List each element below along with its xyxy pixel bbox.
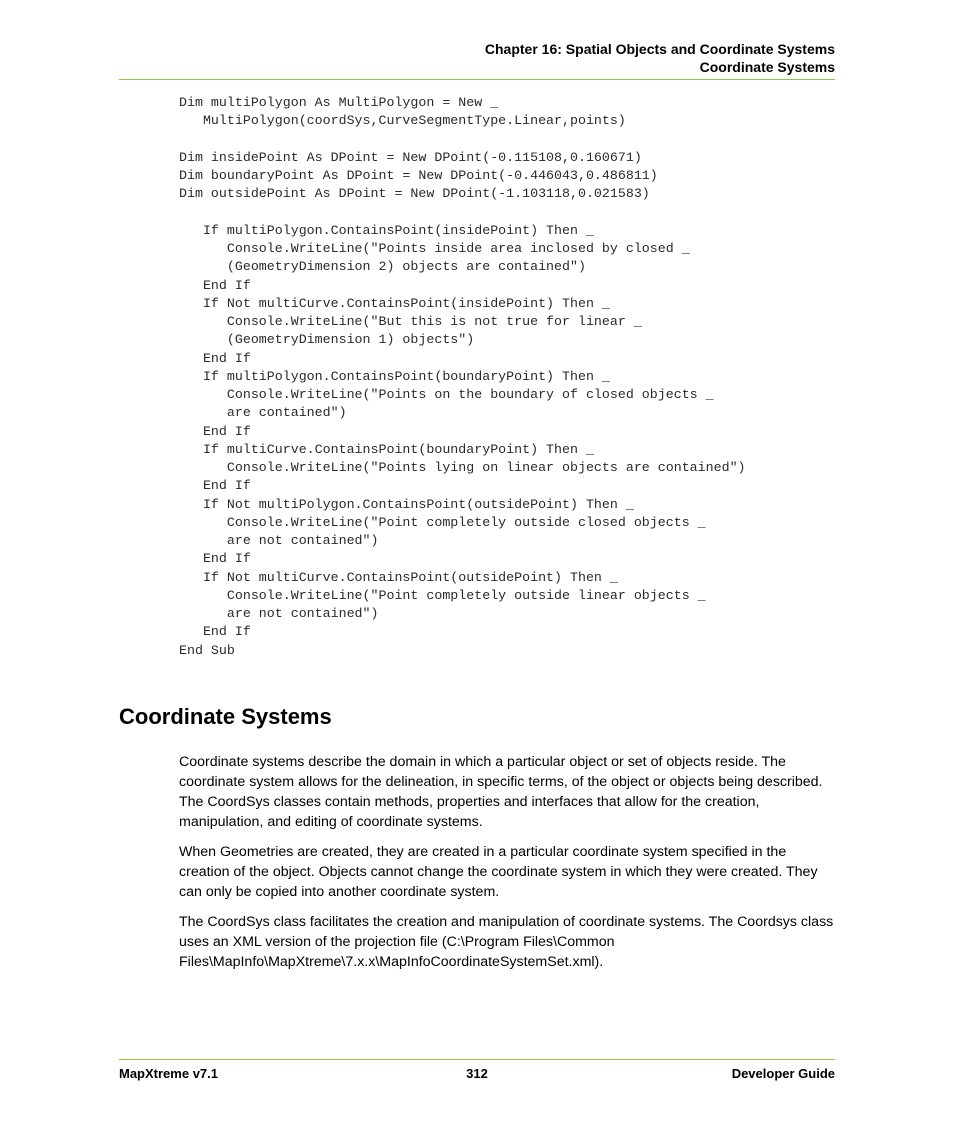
code-line: Dim boundaryPoint As DPoint = New DPoint(-0.446043,0.486811) — [179, 168, 658, 183]
code-line: End If — [179, 624, 251, 640]
code-line: End If — [179, 423, 251, 439]
code-line: Dim outsidePoint As DPoint = New DPoint(-1.103118,0.021583) — [179, 186, 650, 202]
code-line: Console.WriteLine("But this is not true for linear _ — [179, 314, 642, 329]
page-header — [119, 40, 835, 76]
code-line: are contained") — [179, 405, 347, 421]
code-line: (GeometryDimension 2) objects are contained") — [179, 259, 586, 275]
body-text — [179, 752, 839, 982]
code-line: If Not multiPolygon.ContainsPoint(outsidePoint) Then _ — [179, 496, 634, 512]
header-rule — [119, 79, 835, 80]
code-line: MultiPolygon(coordSys,CurveSegmentType.Linear,points) — [179, 113, 626, 129]
page-number: 312 — [466, 1066, 488, 1081]
code-line: If multiPolygon.ContainsPoint(boundaryPoint) Then _ — [179, 368, 610, 384]
chapter-title: Chapter 16: Spatial Objects and Coordinate Systems — [484, 41, 835, 57]
code-line: If multiPolygon.ContainsPoint(insidePoint) Then _ — [179, 222, 594, 238]
code-block — [179, 94, 746, 660]
code-line: If Not multiCurve.ContainsPoint(insidePoint) Then _ — [179, 295, 610, 311]
section-title: Coordinate Systems — [699, 59, 835, 75]
code-line: Console.WriteLine("Points on the boundary of closed objects _ — [179, 387, 714, 402]
code-line: are not contained") — [179, 606, 379, 621]
code-line: Console.WriteLine("Point completely outside linear objects _ — [179, 587, 706, 603]
footer-rule — [119, 1059, 835, 1060]
code-line: Console.WriteLine("Points inside area inclosed by closed _ — [179, 241, 690, 256]
code-line: End If — [179, 551, 251, 567]
code-line: Dim multiPolygon As MultiPolygon = New _ — [179, 95, 499, 110]
code-line: If multiCurve.ContainsPoint(boundaryPoint) Then _ — [179, 441, 594, 457]
code-line: are not contained") — [179, 533, 379, 548]
code-line — [179, 131, 746, 149]
footer-product: MapXtreme v7.1 — [119, 1066, 218, 1081]
code-line: Dim insidePoint As DPoint = New DPoint(-0.115108,0.160671) — [179, 149, 642, 165]
code-line: End If — [179, 350, 251, 366]
section-heading: Coordinate Systems — [119, 704, 332, 729]
code-line: End If — [179, 277, 251, 293]
code-line: Console.WriteLine("Point completely outside closed objects _ — [179, 514, 706, 530]
code-line: End If — [179, 478, 251, 494]
code-line: (GeometryDimension 1) objects") — [179, 332, 475, 348]
paragraph: When Geometries are created, they are created in a particular coordinate system specified in the creation of the object. Objects cannot change the coordinate system in which they were created. They can only be copied into another coordinate system. — [179, 844, 818, 900]
code-line: Console.WriteLine("Points lying on linear objects are contained") — [179, 460, 746, 475]
paragraph: The CoordSys class facilitates the creation and manipulation of coordinate systems. The Coordsys class uses an XML version of the projection file (C:\Program Files\Common Files\MapInfo\MapXtreme\7.x.x\MapInfoCoordinateSystemSet.xml). — [179, 914, 834, 970]
paragraph: Coordinate systems describe the domain in which a particular object or set of objects reside. The coordinate system allows for the delineation, in specific terms, of the object or objects being described. The CoordSys classes contain methods, properties and interfaces that allow for the creation, manipulation, and editing of coordinate systems. — [179, 754, 823, 830]
code-line: If Not multiCurve.ContainsPoint(outsidePoint) Then _ — [179, 569, 618, 585]
code-line: End Sub — [179, 642, 235, 658]
code-line — [179, 204, 746, 222]
footer-guide: Developer Guide — [731, 1066, 835, 1081]
